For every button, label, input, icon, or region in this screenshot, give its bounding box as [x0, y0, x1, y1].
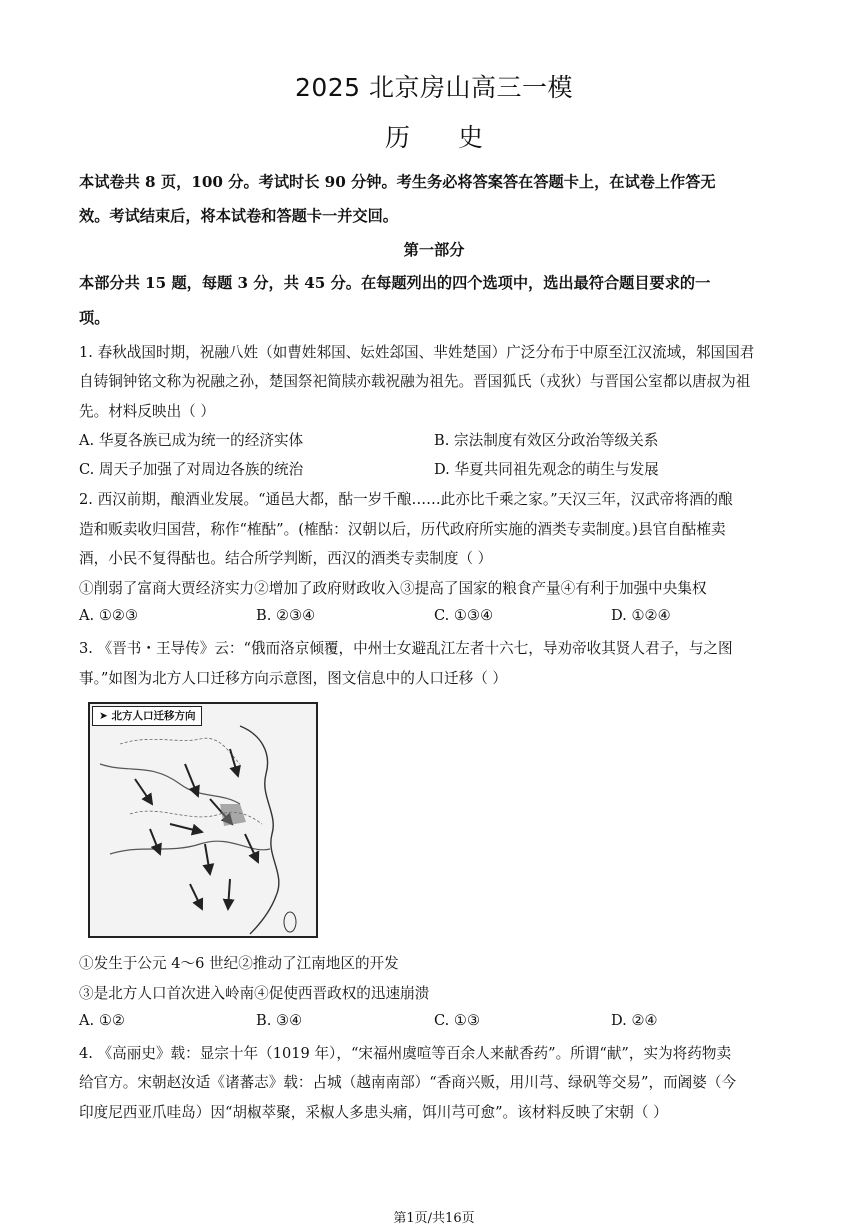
map-coastline	[240, 726, 279, 934]
map-river-south	[110, 841, 270, 854]
q3-option-d: D. ②④	[611, 1012, 658, 1029]
q2-stem-line-1: 2. 西汉前期，酿酒业发展。“通邑大都，酤一岁千酿……此亦比千乘之家。”天汉三年，汉武帝将酒的酿	[79, 491, 733, 508]
q1-option-d: D. 华夏共同祖先观念的萌生与发展	[434, 461, 659, 478]
map-title-text: 北方人口迁移方向	[111, 710, 196, 722]
map-drawing	[90, 704, 316, 936]
q3-option-c: C. ①③	[434, 1012, 481, 1029]
map-title-arrow-icon: ➤	[99, 710, 108, 722]
q3-stem-line-1: 3. 《晋书・王导传》云：“俄而洛京倾覆，中州士女避乱江左者十六七，导劝帝收其贤人君子，与之图	[79, 640, 733, 657]
q2-stem-line-2: 造和贩卖收归国营，称作“榷酤”。(榷酤：汉朝以后，历代政府所实施的酒类专卖制度。)县官自酤榷卖	[79, 521, 726, 538]
q3-option-b: B. ③④	[256, 1012, 303, 1029]
q4-stem-line-3: 印度尼西亚爪哇岛）因“胡椒萃聚，采椒人多患头痛，饵川芎可愈”。该材料反映了宋朝（ ）	[79, 1104, 668, 1121]
q2-option-c: C. ①③④	[434, 607, 494, 624]
map-river-north	[100, 764, 240, 804]
migration-arrow	[135, 779, 152, 804]
q2-statements: ①削弱了富商大贾经济实力②增加了政府财政收入③提高了国家的粮食产量④有利于加强中央集权	[79, 580, 707, 597]
q2-stem-line-3: 酒，小民不复得酤也。结合所学判断，西汉的酒类专卖制度（ ）	[79, 550, 493, 567]
map-island	[284, 912, 296, 932]
exam-subject: 历史	[384, 123, 531, 152]
intro-line-2: 效。考试结束后，将本试卷和答题卡一并交回。	[79, 207, 398, 225]
q2-option-d: D. ①②④	[611, 607, 671, 624]
q1-option-b: B. 宗法制度有效区分政治等级关系	[434, 432, 659, 449]
part-heading: 第一部分	[403, 241, 465, 259]
q3-option-a: A. ①②	[79, 1012, 125, 1029]
q1-option-a: A. 华夏各族已成为统一的经济实体	[79, 432, 304, 449]
migration-arrow	[245, 834, 258, 862]
q3-statements-1: ①发生于公元 4～6 世纪②推动了江南地区的开发	[79, 955, 399, 972]
migration-arrow	[170, 824, 202, 832]
map-region-border	[120, 738, 240, 764]
part-desc-1: 本部分共 15 题，每题 3 分，共 45 分。在每题列出的四个选项中，选出最符合题目要求的一	[79, 274, 711, 292]
q1-stem-line-2: 自铸铜钟铭文称为祝融之孙，楚国祭祀简牍亦载祝融为祖先。晋国狐氏（戎狄）与晋国公室都以唐叔为祖	[79, 373, 751, 390]
q4-stem-line-1: 4. 《高丽史》载：显宗十年（1019 年），“宋福州虞喧等百余人来献香药”。所谓“献”，实为将药物卖	[79, 1045, 732, 1062]
q1-option-c: C. 周天子加强了对周边各族的统治	[79, 461, 304, 478]
part-desc-2: 项。	[79, 309, 110, 327]
q1-stem-line-3: 先。材料反映出（ ）	[79, 403, 215, 420]
q2-option-a: A. ①②③	[79, 607, 139, 624]
migration-arrow	[228, 879, 230, 909]
q4-stem-line-2: 给官方。宋朝赵汝适《诸蕃志》载：占城（越南南部）“香商兴贩，用川芎、绿矾等交易”，而阇婆（今	[79, 1074, 737, 1091]
q3-stem-line-2: 事。”如图为北方人口迁移方向示意图，图文信息中的人口迁移（ ）	[79, 670, 508, 687]
migration-arrow	[190, 884, 202, 909]
migration-map	[88, 702, 318, 938]
q2-option-b: B. ②③④	[256, 607, 316, 624]
exam-title: 2025 北京房山高三一模	[294, 73, 574, 102]
q1-stem-line-1: 1. 春秋战国时期，祝融八姓（如曹姓邾国、妘姓郐国、芈姓楚国）广泛分布于中原至江汉流域，邾国国君	[79, 344, 755, 361]
migration-arrow	[150, 829, 160, 854]
intro-line-1: 本试卷共 8 页，100 分。考试时长 90 分钟。考生务必将答案答在答题卡上，在试卷上作答无	[79, 173, 716, 191]
migration-arrow	[185, 764, 198, 796]
map-shaded-area	[220, 804, 246, 826]
migration-arrow	[205, 844, 210, 874]
page-footer: 第1页/共16页	[393, 1211, 475, 1226]
migration-arrow	[230, 749, 238, 776]
q3-statements-2: ③是北方人口首次进入岭南④促使西晋政权的迅速崩溃	[79, 985, 430, 1002]
